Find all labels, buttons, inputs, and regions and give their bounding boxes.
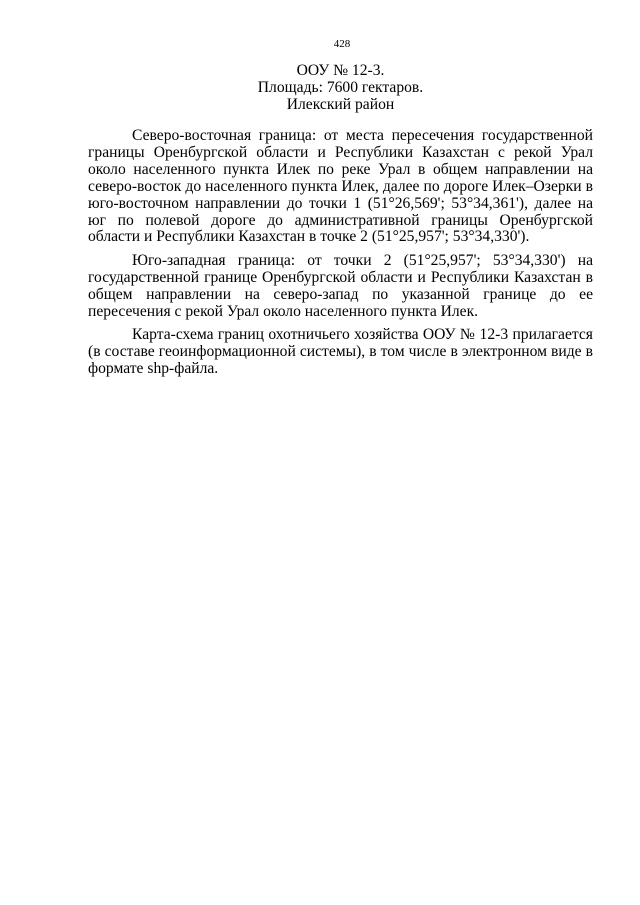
page-number: 428 <box>333 38 351 50</box>
heading-title: ООУ № 12-3. <box>296 62 385 79</box>
heading-area: Площадь: 7600 гектаров. <box>257 79 424 96</box>
paragraph-north-east-boundary: Северо-восточная граница: от места пересечения государственной границы Оренбургской области и Республики Казахстан с рекой Урал около населенного пункта Илек по реке Урал в общем направлении на северо-восток до населенного пункта Илек, далее по дороге Илек–Озерки в юго-восточном направлении до точки 1 (51°26,569'; 53°34,361'), далее на юг по полевой дороге до административной границы Оренбургской области и Республики Казахстан в точке 2 (51°25,957'; 53°34,330'). <box>88 127 593 246</box>
document-heading <box>88 62 593 113</box>
paragraph-map-scheme-note: Карта-схема границ охотничьего хозяйства ООУ № 12-3 прилагается (в составе геоинформационной системы), в том числе в электронном виде в формате shp-файла. <box>88 326 593 377</box>
heading-district: Илекский район <box>286 96 395 113</box>
paragraph-south-west-boundary: Юго-западная граница: от точки 2 (51°25,957'; 53°34,330') на государственной границе Оренбургской области и Республики Казахстан в общем направлении на северо-запад по указанной границе до ее пересечения с рекой Урал около населенного пункта Илек. <box>88 252 593 320</box>
